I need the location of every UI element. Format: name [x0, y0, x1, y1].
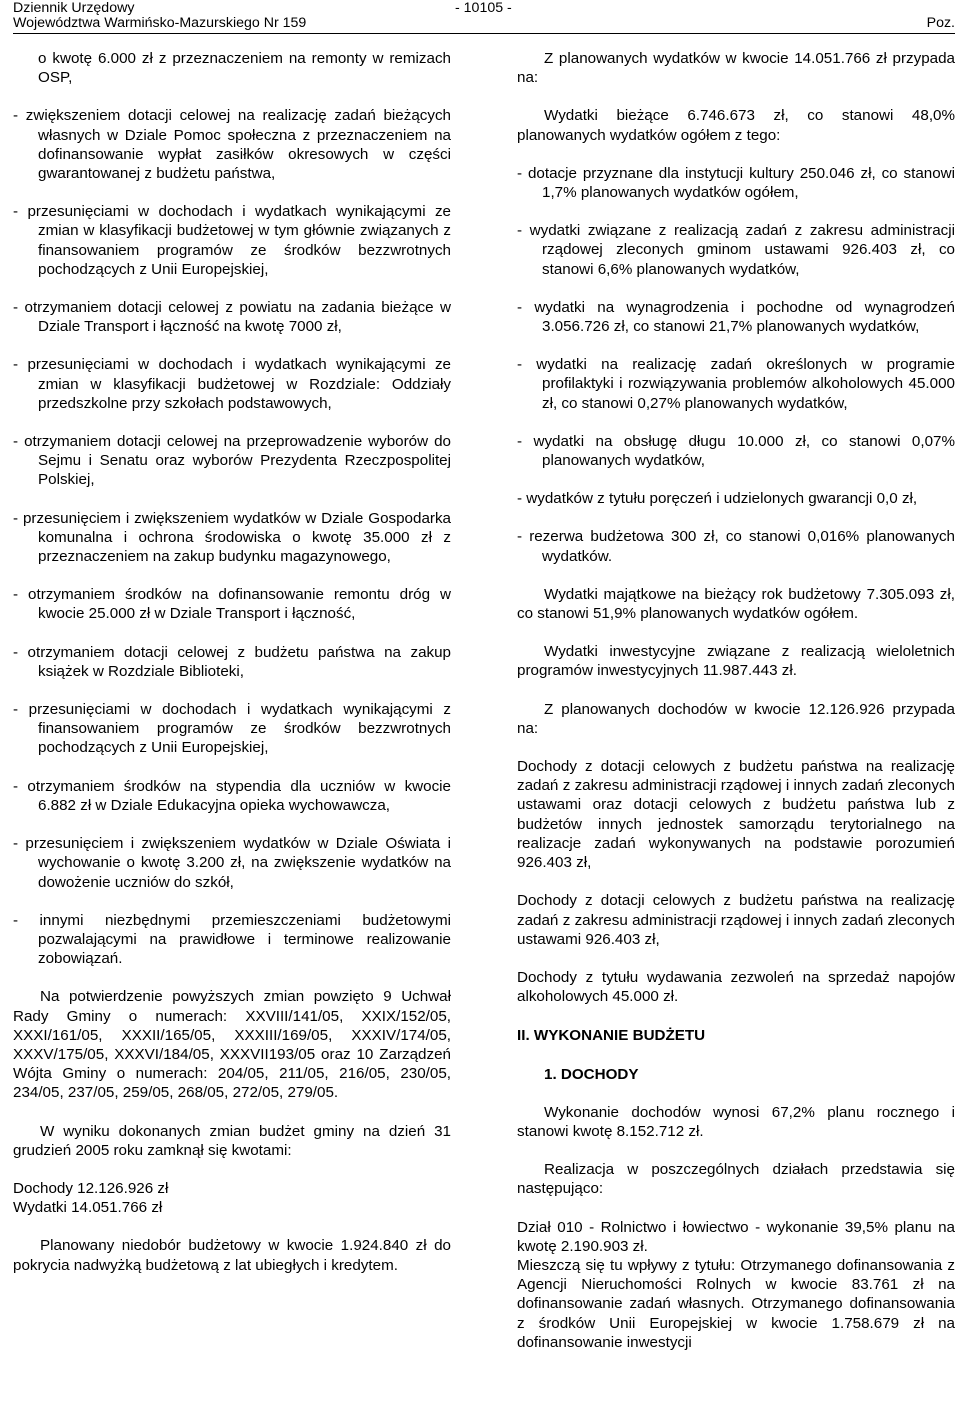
paragraph: Dochody z dotacji celowych z budżetu państwa na realizację zadań z zakresu administracji rządowej i innych zadań zleconych ustawami oraz dotacji celowych z budżetu państwa lub z budżetów innych jednostek samorządu terytorialnego na realizacje zadań wykonywanych na podstawie porozumień 926.403 zł, [517, 758, 955, 872]
paragraph: Na potwierdzenie powyższych zmian powzięto 9 Uchwał Rady Gminy o numerach: XXVIII/141/05, XXIX/152/05, XXXI/161/05, XXXII/165/05, XXXIII/169/05, XXXIV/174/05, XXXV/175/05, XXXVI/184/05, XXXVII193/05 oraz 10 Zarządzeń Wójta Gminy o numerach: 204/05, 211/05, 216/05, 230/05, 234/05, 237/05, 259/05, 268/05, 272/05, 279/05. [13, 988, 451, 1102]
list-item: - wydatki na wynagrodzenia i pochodne od wynagrodzeń 3.056.726 zł, co stanowi 21,7% planowanych wydatków, [517, 298, 955, 336]
paragraph: Mieszczą się tu wpływy z tytułu: Otrzymanego dofinansowania z Agencji Nieruchomości Rolnych w kwocie 83.761 zł na dofinansowanie zadań własnych. Otrzymanego dofinansowania z środków Unii Europejskiej w kwocie 1.758.679 zł na dofinansowanie inwestycji [517, 1256, 955, 1351]
paragraph: Wydatki majątkowe na bieżący rok budżetowy 7.305.093 zł, co stanowi 51,9% planowanych wydatków ogółem. [517, 585, 955, 623]
paragraph: Realizacja w poszczególnych działach przedstawia się następująco: [517, 1161, 955, 1198]
paragraph: o kwotę 6.000 zł z przeznaczeniem na remonty w remizach OSP, [38, 50, 451, 87]
paragraph: Dochody z tytułu wydawania zezwoleń na sprzedaż napojów alkoholowych 45.000 zł. [517, 968, 955, 1006]
right-column [517, 49, 955, 1352]
left-column [13, 49, 451, 1275]
list-item: - innymi niezbędnymi przemieszczeniami budżetowymi pozwalającymi na prawidłowe i terminowe realizowanie zobowiązań. [13, 911, 451, 968]
list-item: - przesunięciami w dochodach i wydatkach wynikającymi ze zmian w klasyfikacji budżetowej w tym głównie związanych z finansowaniem programów ze środków bezzwrotnych pochodzących z Unii Europejskiej, [13, 203, 451, 278]
paragraph: Wydatki bieżące 6.746.673 zł, co stanowi 48,0% planowanych wydatków ogółem z tego: [517, 107, 955, 144]
paragraph: Dział 010 - Rolnictwo i łowiectwo - wykonanie 39,5% planu na kwotę 2.190.903 zł. [517, 1218, 955, 1255]
voivodeship-issue: Województwa Warmińsko-Mazurskiego Nr 159 [13, 15, 307, 31]
totals-income: Dochody 12.126.926 zł [13, 1179, 169, 1197]
list-item: - przesunięciami w dochodach i wydatkach wynikającymi z finansowaniem programów ze środków bezzwrotnych pochodzących z Unii Europejskiej, [13, 701, 451, 757]
list-item: - otrzymaniem dotacji celowej na przeprowadzenie wyborów do Sejmu i Senatu oraz wyborów Prezydenta Rzeczpospolitej Polskiej, [13, 433, 451, 489]
list-item: - dotacje przyznane dla instytucji kultury 250.046 zł, co stanowi 1,7% planowanych wydatków ogółem, [517, 164, 955, 202]
journal-masthead [13, 1, 306, 31]
paragraph: W wyniku dokonanych zmian budżet gminy na dzień 31 grudzień 2005 roku zamknął się kwotami: [13, 1122, 451, 1159]
paragraph: Z planowanych wydatków w kwocie 14.051.766 zł przypada na: [517, 50, 955, 87]
subsection-heading: 1. DOCHODY [544, 1065, 639, 1083]
list-item: - otrzymaniem dotacji celowej z powiatu na zadania bieżące w Dziale Transport i łączność na kwotę 7000 zł, [13, 299, 451, 336]
list-item: - wydatki na realizację zadań określonych w programie profilaktyki i rozwiązywania problemów alkoholowych 45.000 zł, co stanowi 0,27% planowanych wydatków, [517, 356, 955, 412]
list-item: - wydatków z tytułu poręczeń i udzielonych gwarancji 0,0 zł, [517, 490, 918, 508]
list-item: - wydatki związane z realizacją zadań z zakresu administracji rządowej zleconych gminom ustawami 926.403 zł, co stanowi 6,6% planowanych wydatków, [517, 222, 955, 278]
position-label: Poz. [926, 15, 955, 31]
page-number: - 10105 - [455, 0, 512, 16]
totals-expenses: Wydatki 14.051.766 zł [13, 1199, 163, 1217]
list-item: - otrzymaniem środków na stypendia dla uczniów w kwocie 6.882 zł w Dziale Edukacyjna opieka wychowawcza, [13, 777, 451, 814]
paragraph: Dochody z dotacji celowych z budżetu państwa na realizację zadań z zakresu administracji rządowej i innych zadań zleconych ustawami 926.403 zł, [517, 892, 955, 948]
journal-title: Dziennik Urzędowy [13, 0, 135, 16]
page-header [13, 0, 955, 34]
paragraph: Z planowanych dochodów w kwocie 12.126.926 przypada na: [517, 700, 955, 737]
paragraph: Wykonanie dochodów wynosi 67,2% planu rocznego i stanowi kwotę 8.152.712 zł. [517, 1103, 955, 1140]
list-item: - przesunięciem i zwiększeniem wydatków w Dziale Gospodarka komunalna i ochrona środowiska o kwotę 35.000 zł z przeznaczeniem na zakup budynku magazynowego, [13, 509, 451, 566]
list-item: - rezerwa budżetowa 300 zł, co stanowi 0,016% planowanych wydatków. [517, 528, 955, 565]
paragraph: Planowany niedobór budżetowy w kwocie 1.924.840 zł do pokrycia nadwyżką budżetową z lat ubiegłych i kredytem. [13, 1237, 451, 1274]
section-heading: II. WYKONANIE BUDŻETU [517, 1027, 706, 1045]
list-item: - otrzymaniem środków na dofinansowanie remontu dróg w kwocie 25.000 zł w Dziale Transport i łączność, [13, 586, 451, 623]
list-item: - przesunięciami w dochodach i wydatkach wynikającymi ze zmian w klasyfikacji budżetowej w Rozdziale: Oddziały przedszkolne przy szkołach podstawowych, [13, 356, 451, 412]
header-rule [13, 33, 955, 34]
list-item: - otrzymaniem dotacji celowej z budżetu państwa na zakup książek w Rozdziale Biblioteki, [13, 643, 451, 680]
list-item: - przesunięciem i zwiększeniem wydatków w Dziale Oświata i wychowanie o kwotę 3.200 zł, na zwiększenie wydatków na dowożenie uczniów do szkół, [13, 835, 451, 891]
list-item: - wydatki na obsługę długu 10.000 zł, co stanowi 0,07% planowanych wydatków, [517, 432, 955, 470]
list-item: - zwiększeniem dotacji celowej na realizację zadań bieżących własnych w Dziale Pomoc społeczna z przeznaczeniem na dofinansowanie wypłat zasiłków okresowych w części gwarantowanej z budżetu państwa, [13, 107, 451, 183]
paragraph: Wydatki inwestycyjne związane z realizacją wieloletnich programów inwestycyjnych 11.987.443 zł. [517, 643, 955, 680]
